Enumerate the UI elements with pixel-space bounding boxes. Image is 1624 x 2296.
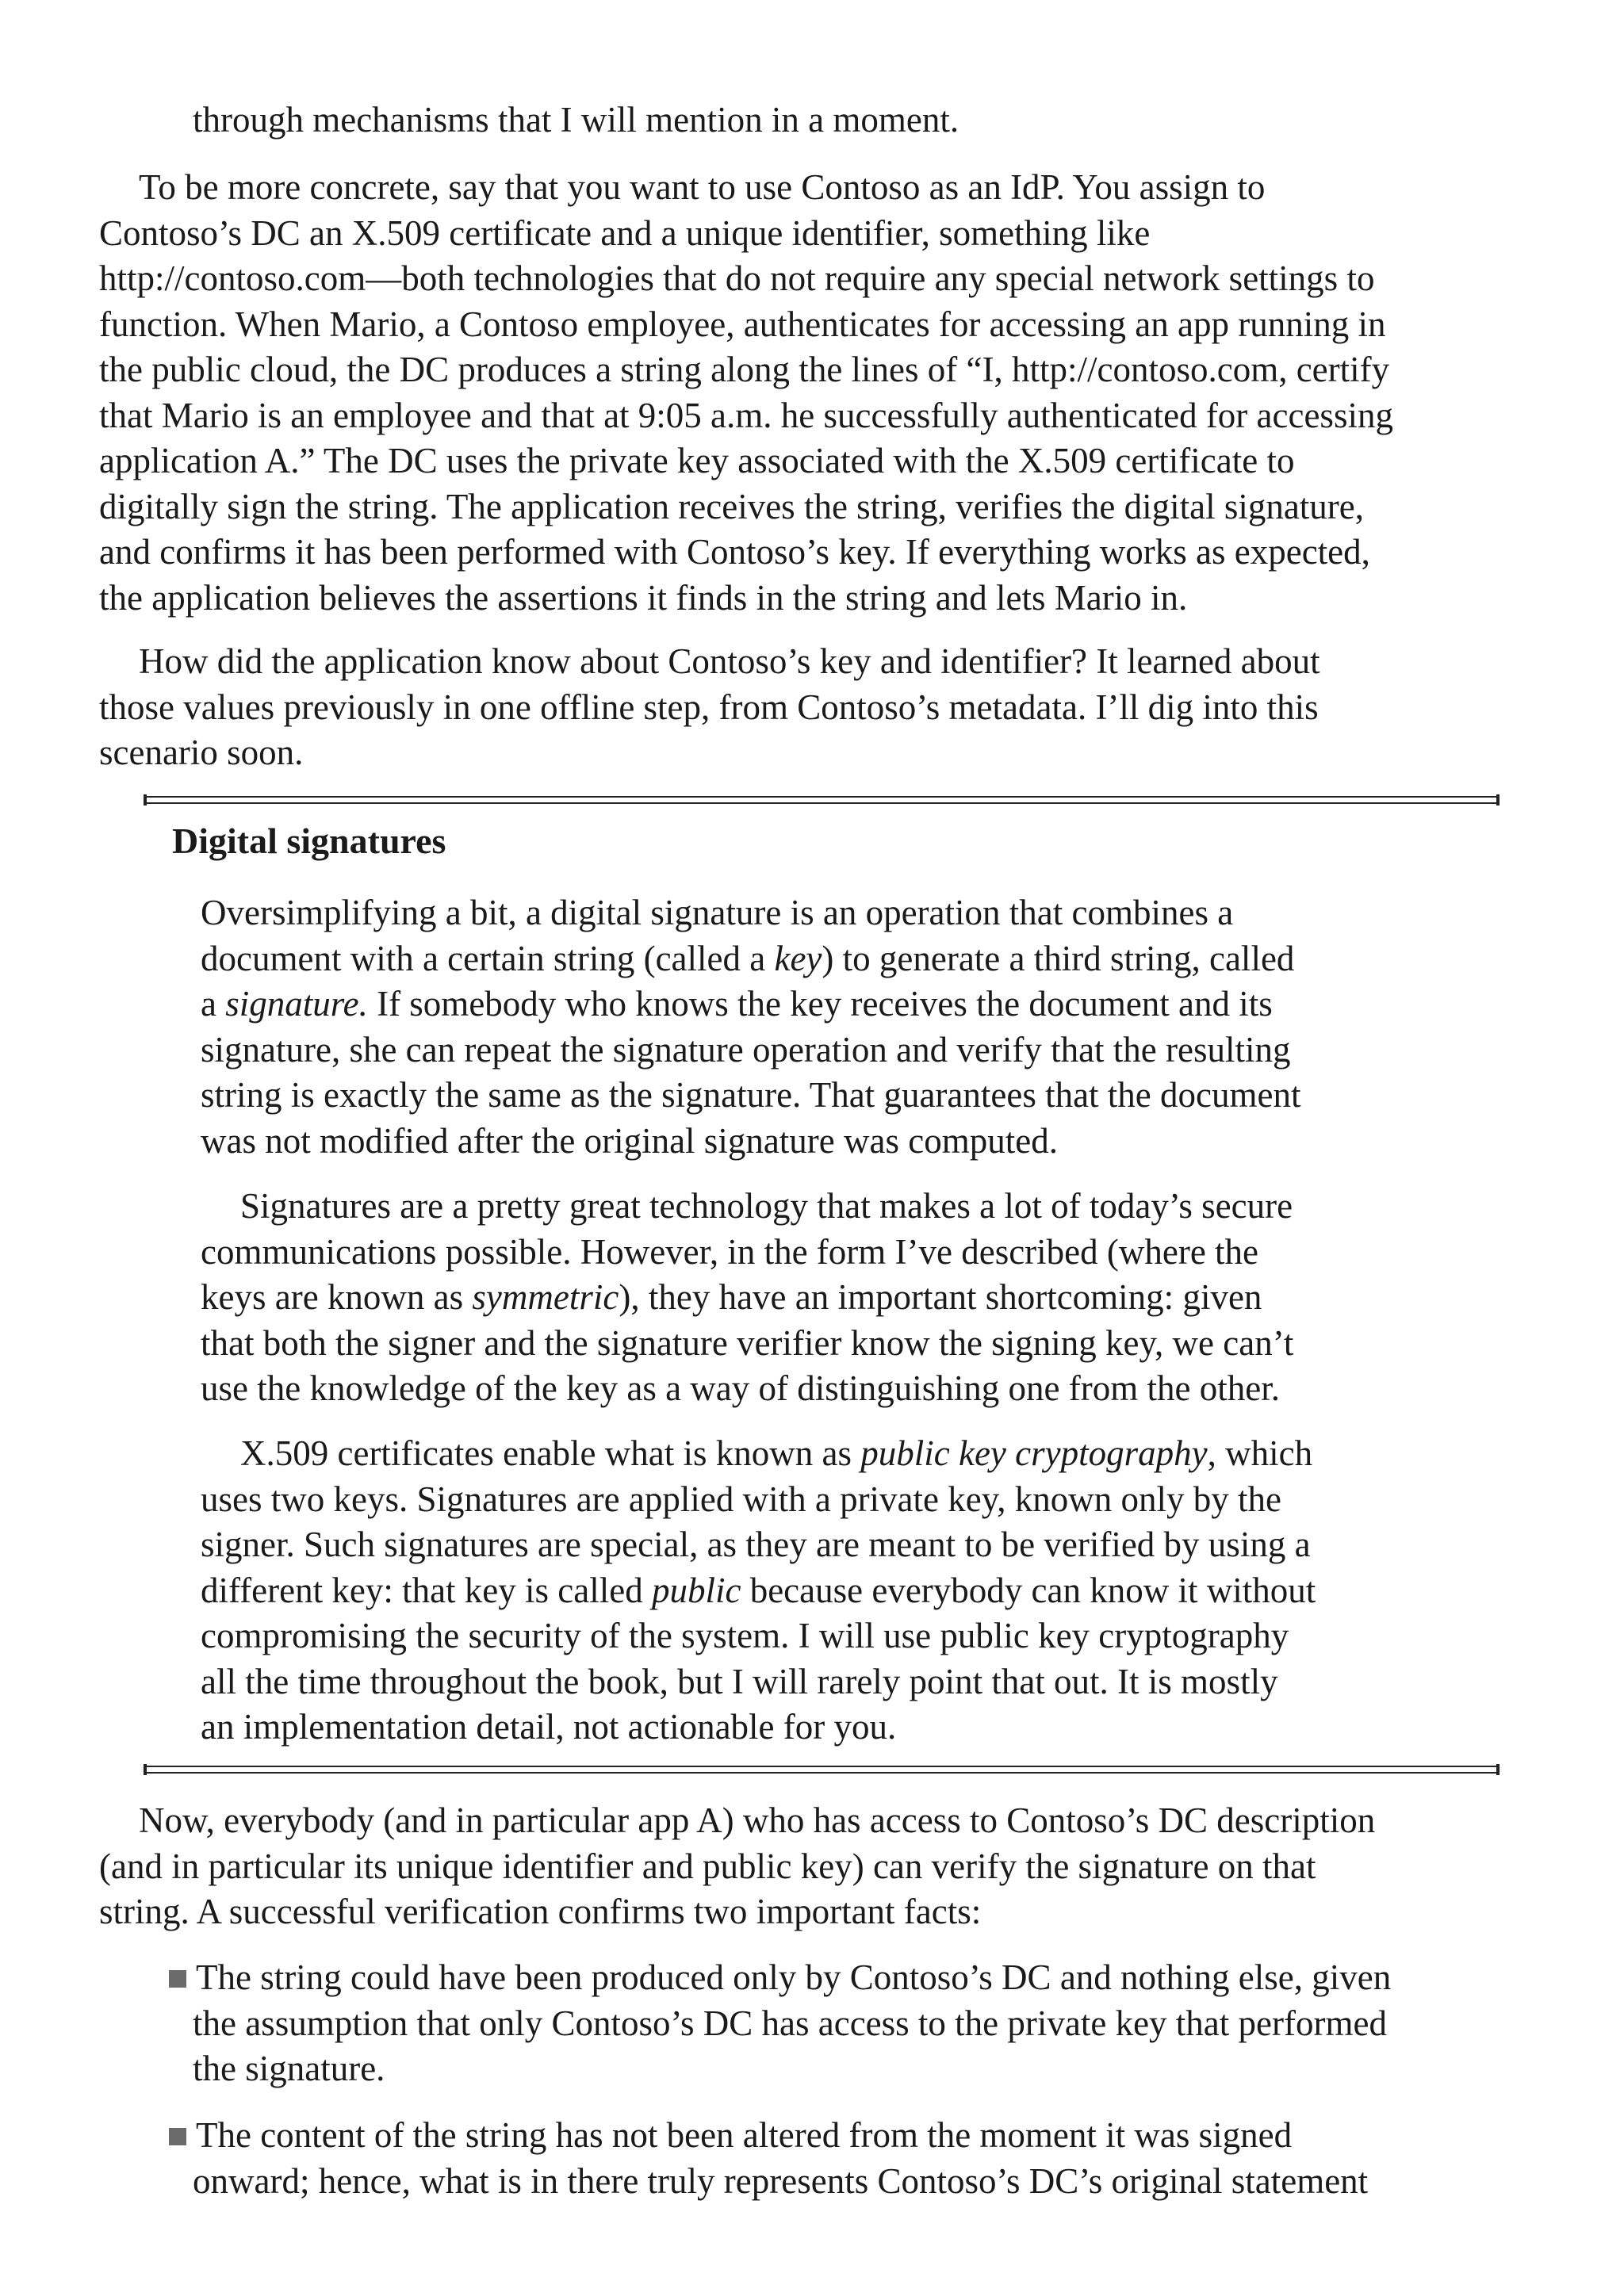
bullet-item-2 [193,2113,1368,2204]
text-line [201,1275,1293,1321]
text-line: use the knowledge of the key as a way of distinguishing one from the other. [201,1368,1280,1408]
text-run: , which [1207,1433,1313,1473]
text-run: different key: that key is called [201,1570,652,1610]
text-line: that Mario is an employee and that at 9:05 a.m. he successfully authenticated for accessing [99,395,1393,435]
text-run: because everybody can know it without [741,1570,1316,1610]
text-line: http://contoso.com—both technologies that do not require any special network settings to [99,258,1375,298]
text-run: document with a certain string (called a [201,938,775,978]
text-line: communications possible. However, in the form I’ve described (where the [201,1231,1259,1272]
text-run: ), they have an important shortcoming: given [619,1277,1262,1317]
sidebar-top-rule [145,796,1498,804]
text-line: Contoso’s DC an X.509 certificate and a unique identifier, something like [99,212,1151,253]
text-line: those values previously in one offline step, from Contoso’s metadata. I’ll dig into this [99,687,1319,727]
bullet-marker [169,1970,186,1988]
text-line: compromising the security of the system. I will use public key cryptography [201,1616,1289,1655]
text-line: To be more concrete, say that you want to use Contoso as an IdP. You assign to [139,167,1266,207]
sidebar-paragraph-1 [201,890,1301,1164]
emphasis-public-key-cryptography: public key cryptography [860,1433,1208,1473]
text-line: that both the signer and the signature verifier know the signing key, we can’t [201,1322,1294,1363]
text-line: signature, she can repeat the signature operation and verify that the resulting [201,1029,1291,1070]
text-line: (and in particular its unique identifier and public key) can verify the signature on that [99,1846,1316,1886]
text-run: ) to generate a third string, called [822,938,1295,978]
text-line [201,936,1301,982]
sidebar-paragraph-2 [201,1184,1293,1412]
text-line: the application believes the assertions it finds in the string and lets Mario in. [99,577,1188,618]
text-line: uses two keys. Signatures are applied with a private key, known only by the [201,1479,1282,1519]
paragraph-concrete-example [99,165,1393,621]
text-line: application A.” The DC uses the private key associated with the X.509 certificate to [99,441,1295,480]
sidebar-bottom-rule [145,1766,1498,1774]
sidebar-heading: Digital signatures [172,821,446,861]
text-line: string. A successful verification confirms two important facts: [99,1892,982,1931]
text-line: Now, everybody (and in particular app A) who has access to Contoso’s DC description [139,1800,1376,1840]
text-line: the signature. [193,2049,385,2088]
text-line: digitally sign the string. The application receives the string, verifies the digital signature, [99,486,1365,526]
text-line: Signatures are a pretty great technology that makes a lot of today’s secure [240,1186,1293,1226]
text-line: was not modified after the original signature was computed. [201,1120,1058,1161]
text-line [201,1568,1316,1614]
text-line: all the time throughout the book, but I will rarely point that out. It is mostly [201,1661,1278,1701]
text-run: keys are known as [201,1277,473,1317]
bullet-item-1 [193,1955,1391,2092]
text-line: through mechanisms that I will mention in a moment. [193,100,959,140]
sidebar-paragraph-3 [201,1431,1316,1751]
text-line [201,1431,1316,1477]
emphasis-symmetric: symmetric [472,1277,619,1317]
text-line: string is exactly the same as the signature. That guarantees that the document [201,1075,1301,1115]
emphasis-public: public [651,1570,741,1610]
text-line: The string could have been produced only by Contoso’s DC and nothing else, given [196,1957,1392,1997]
bullet-marker [169,2128,186,2145]
text-line [201,982,1301,1027]
text-line: and confirms it has been performed with Contoso’s key. If everything works as expected, [99,532,1370,572]
emphasis-signature: signature. [225,984,368,1024]
text-run: X.509 certificates enable what is known as [240,1433,861,1473]
text-line: an implementation detail, not actionable for you. [201,1707,897,1747]
text-line: the public cloud, the DC produces a string along the lines of “I, http://contoso.com, certify [99,350,1390,389]
text-line: signer. Such signatures are special, as they are meant to be verified by using a [201,1525,1311,1564]
text-line: How did the application know about Contoso’s key and identifier? It learned about [139,641,1320,681]
paragraph-now-everybody [99,1798,1375,1935]
text-line: scenario soon. [99,733,304,772]
text-line: the assumption that only Contoso’s DC has access to the private key that performed [193,2003,1387,2043]
text-line: onward; hence, what is in there truly represents Contoso’s DC’s original statement [193,2160,1369,2201]
text-line: Oversimplifying a bit, a digital signature is an operation that combines a [201,893,1234,932]
text-line: The content of the string has not been altered from the moment it was signed [196,2115,1293,2155]
emphasis-key: key [774,938,822,978]
paragraph-how-did-app-know [99,639,1320,776]
text-run: If somebody who knows the key receives the document and its [367,984,1273,1024]
continuation-line [193,98,959,144]
text-line: function. When Mario, a Contoso employee, authenticates for accessing an app running in [99,304,1386,344]
text-run: a [201,984,226,1024]
